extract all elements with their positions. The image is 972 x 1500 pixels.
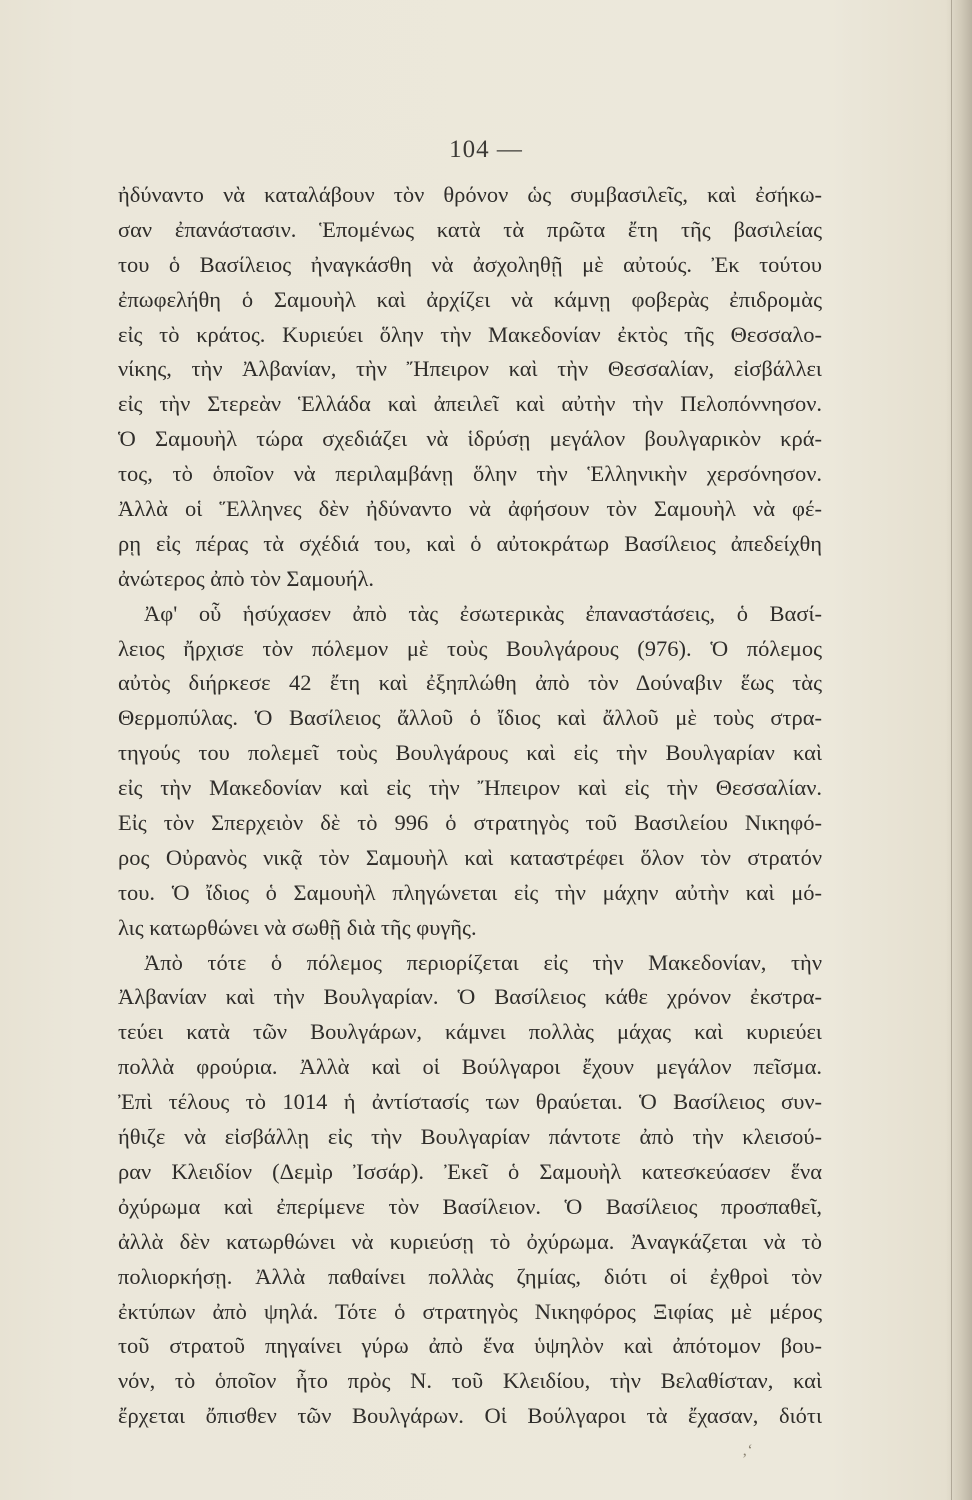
page-edge-line <box>951 0 952 1500</box>
text-line: Ἐπὶ τέλους τὸ 1014 ἡ ἀντίστασίς των θραύεται. Ὁ Βασίλειος συν- <box>118 1089 822 1115</box>
text-line: του ὁ Βασίλειος ἠναγκάσθη νὰ ἀσχοληθῇ μὲ αὐτούς. Ἐκ τούτου <box>118 251 822 277</box>
text-line: ραν Κλειδίον (Δεμὶρ Ἰσσάρ). Ἐκεῖ ὁ Σαμουὴλ κατεσκεύασεν ἕνα <box>118 1158 822 1184</box>
body-text <box>118 178 822 1434</box>
page-edge-shadow <box>946 0 972 1500</box>
page-number: 104 — <box>449 136 523 163</box>
ink-mark: ‚‘ <box>742 1442 753 1459</box>
text-line: ήθιζε νὰ εἰσβάλλῃ εἰς τὴν Βουλγαρίαν πάντοτε ἀπὸ τὴν κλεισού- <box>118 1124 822 1150</box>
text-line: εἰς τὸ κράτος. Κυριεύει ὅλην τὴν Μακεδονίαν ἐκτὸς τῆς Θεσσαλο- <box>118 321 822 347</box>
text-line: αὐτὸς διήρκεσε 42 ἔτη καὶ ἐξηπλώθη ἀπὸ τὸν Δούναβιν ἕως τὰς <box>118 670 822 696</box>
text-line: Ἀφ' οὗ ἡσύχασεν ἀπὸ τὰς ἐσωτερικὰς ἐπαναστάσεις, ὁ Βασί- <box>144 600 822 626</box>
text-line: Θερμοπύλας. Ὁ Βασίλειος ἄλλοῦ ὁ ἴδιος καὶ ἄλλοῦ μὲ τοὺς στρα- <box>118 705 822 731</box>
text-line: λις κατωρθώνει νὰ σωθῇ διὰ τῆς φυγῆς. <box>118 914 477 940</box>
text-line: νίκης, τὴν Ἀλβανίαν, τὴν Ἤπειρον καὶ τὴν Θεσσαλίαν, εἰσβάλλει <box>118 356 822 382</box>
text-line: νόν, τὸ ὁποῖον ἦτο πρὸς Ν. τοῦ Κλειδίου, τὴν Βελαθίσταν, καὶ <box>118 1368 822 1394</box>
text-line: ἐκτύπων ἀπὸ ψηλά. Τότε ὁ στρατηγὸς Νικηφόρος Ξιφίας μὲ μέρος <box>118 1298 822 1324</box>
text-line: ἠδύναντο νὰ καταλάβουν τὸν θρόνον ὡς συμβασιλεῖς, καὶ ἐσήκω- <box>118 182 822 207</box>
text-line: Ἀλβανίαν καὶ τὴν Βουλγαρίαν. Ὁ Βασίλειος κάθε χρόνον ἐκστρα- <box>118 984 822 1010</box>
text-line: ρος Οὐρανὸς νικᾷ τὸν Σαμουὴλ καὶ καταστρέφει ὅλον τὸν στρατόν <box>118 844 822 870</box>
text-line: λειος ἤρχισε τὸν πόλεμον μὲ τοὺς Βουλγάρους (976). Ὁ πόλεμος <box>118 635 822 661</box>
text-line: πολιορκήσῃ. Ἀλλὰ παθαίνει πολλὰς ζημίας, διότι οἱ ἐχθροὶ τὸν <box>118 1263 822 1289</box>
text-line: Εἰς τὸν Σπερχειὸν δὲ τὸ 996 ὁ στρατηγὸς τοῦ Βασιλείου Νικηφό- <box>118 810 822 836</box>
text-line: ἀνώτερος ἀπὸ τὸν Σαμουήλ. <box>118 565 375 591</box>
text-line: σαν ἐπανάστασιν. Ἑπομένως κατὰ τὰ πρῶτα ἔτη τῆς βασιλείας <box>118 216 822 242</box>
text-line: Ἀπὸ τότε ὁ πόλεμος περιορίζεται εἰς τὴν Μακεδονίαν, τὴν <box>144 949 822 975</box>
text-line: ὀχύρωμα καὶ ἐπερίμενε τὸν Βασίλειον. Ὁ Βασίλειος προσπαθεῖ, <box>118 1193 822 1219</box>
text-line: τος, τὸ ὁποῖον νὰ περιλαμβάνῃ ὅλην τὴν Ἑλληνικὴν χερσόνησον. <box>118 461 822 487</box>
text-line: εἰς τὴν Στερεὰν Ἑλλάδα καὶ ἀπειλεῖ καὶ αὐτὴν τὴν Πελοπόννησον. <box>118 391 822 417</box>
text-line: ἔρχεται ὄπισθεν τῶν Βουλγάρων. Οἱ Βούλγαροι τὰ ἔχασαν, διότι <box>118 1403 822 1429</box>
text-line: ἀλλὰ δὲν κατωρθώνει νὰ κυριεύσῃ τὸ ὀχύρωμα. Ἀναγκάζεται νὰ τὸ <box>118 1228 822 1254</box>
text-line: ρῃ εἰς πέρας τὰ σχέδιά του, καὶ ὁ αὐτοκράτωρ Βασίλειος ἀπεδείχθη <box>118 530 822 556</box>
text-line: εἰς τὴν Μακεδονίαν καὶ εἰς τὴν Ἤπειρον καὶ εἰς τὴν Θεσσαλίαν. <box>118 775 822 801</box>
text-line: τεύει κατὰ τῶν Βουλγάρων, κάμνει πολλὰς μάχας καὶ κυριεύει <box>118 1019 822 1045</box>
text-line: τοῦ στρατοῦ πηγαίνει γύρω ἀπὸ ἕνα ὑψηλὸν καὶ ἀπότομον βου- <box>118 1333 822 1359</box>
text-line: του. Ὁ ἴδιος ὁ Σαμουὴλ πληγώνεται εἰς τὴν μάχην αὐτὴν καὶ μό- <box>118 879 822 905</box>
text-line: Ὁ Σαμουὴλ τώρα σχεδιάζει νὰ ἱδρύσῃ μεγάλον βουλγαρικὸν κρά- <box>118 426 822 452</box>
text-line: ἐπωφελήθη ὁ Σαμουὴλ καὶ ἀρχίζει νὰ κάμνῃ φοβερὰς ἐπιδρομὰς <box>118 286 822 312</box>
text-line: τηγούς του πολεμεῖ τοὺς Βουλγάρους καὶ εἰς τὴν Βουλγαρίαν καὶ <box>118 740 822 766</box>
text-line: πολλὰ φρούρια. Ἀλλὰ καὶ οἱ Βούλγαροι ἔχουν μεγάλον πεῖσμα. <box>118 1054 822 1080</box>
text-line: Ἀλλὰ οἱ Ἕλληνες δὲν ἠδύναντο νὰ ἀφήσουν τὸν Σαμουὴλ νὰ φέ- <box>118 496 822 522</box>
